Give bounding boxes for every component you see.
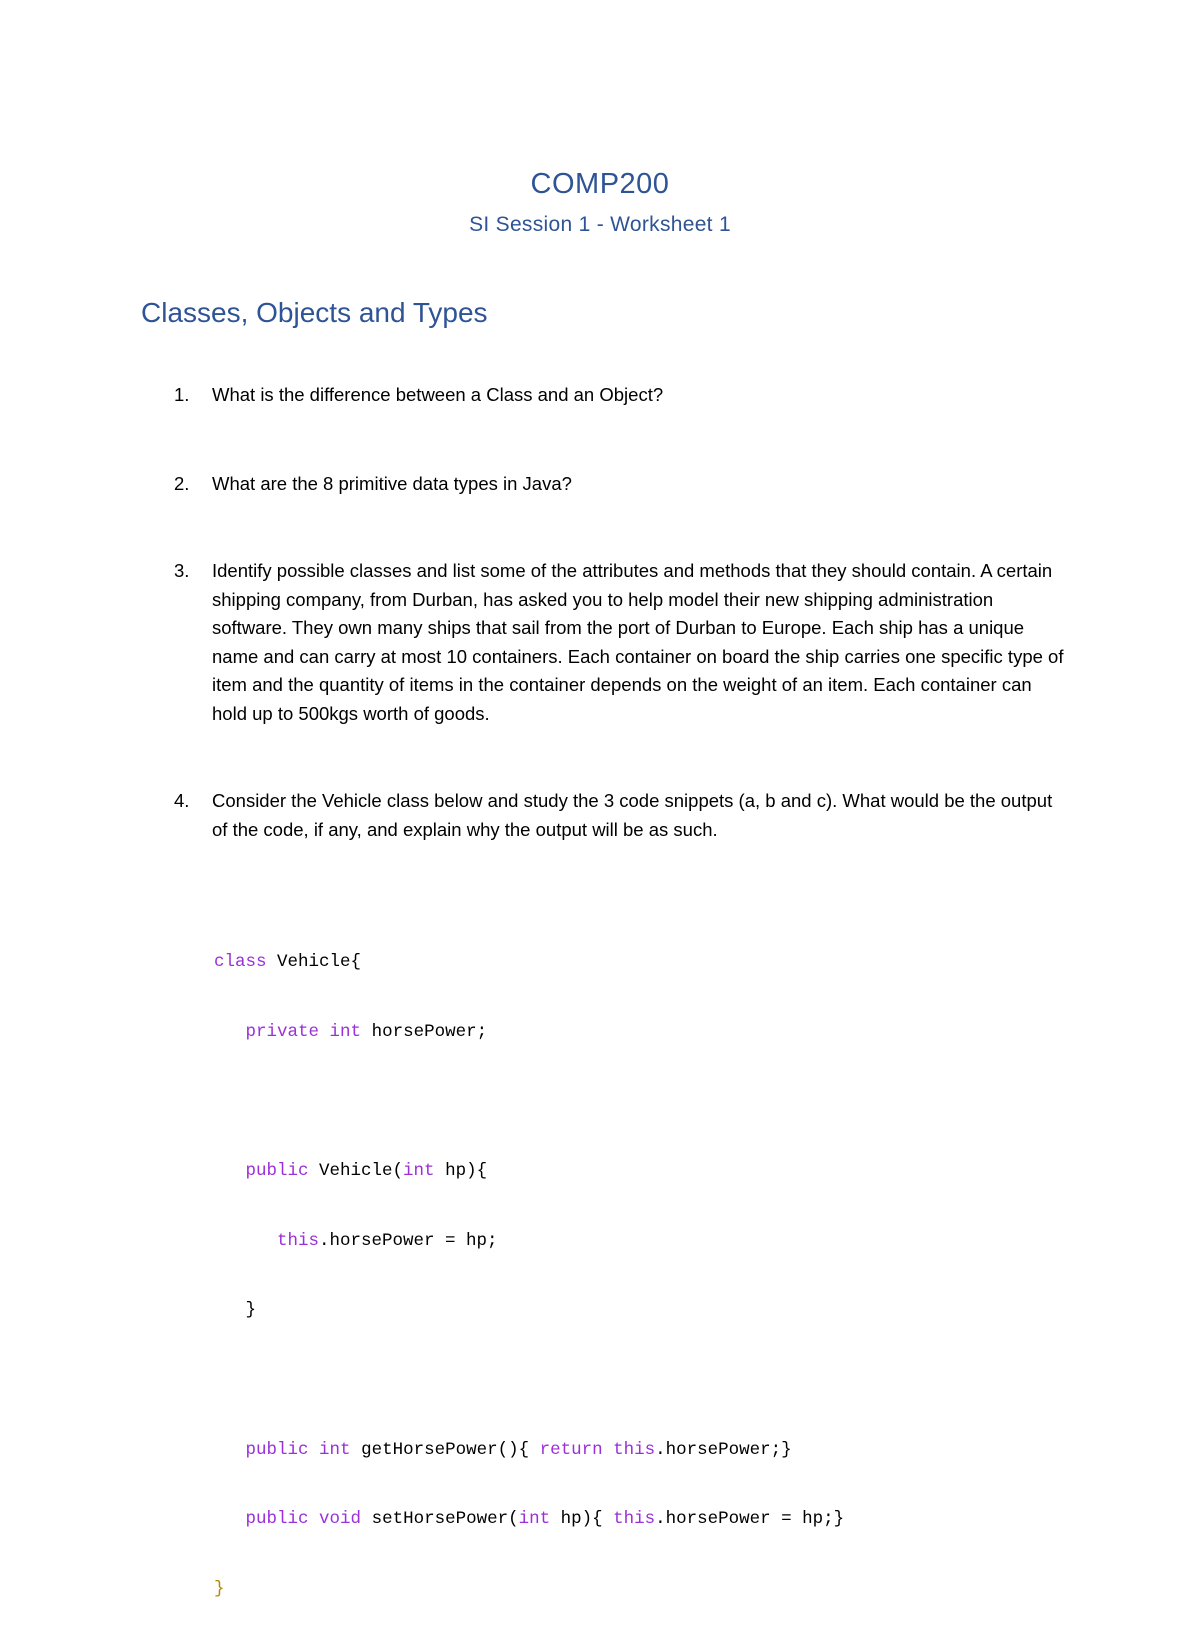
code-closing-brace: } [214,1578,225,1599]
code-text: } [245,1300,257,1321]
question-text: What is the difference between a Class and an Object? [212,384,664,405]
code-text: hp){ [434,1161,488,1182]
question-number: 1. [174,384,190,405]
code-line [214,1578,844,1601]
page-title: COMP200 [530,168,670,200]
code-keyword: void [319,1509,362,1530]
code-keyword: int [329,1022,362,1042]
question-item [174,381,1064,410]
code-keyword: int [518,1509,551,1530]
section-heading: Classes, Objects and Types [141,297,488,328]
code-line [214,1299,844,1322]
question-item [174,470,1064,499]
question-text: Consider the Vehicle class below and study the 3 code snippets (a, b and c). What would be the output of the code, if any, and explain why the output will be as such. [212,790,1053,840]
question-number: 2. [174,473,190,494]
code-keyword: this [277,1230,320,1251]
code-keyword: this [613,1509,656,1530]
code-text: Vehicle{ [266,952,362,973]
code-keyword: public [245,1161,309,1182]
code-keyword: private [245,1022,320,1042]
code-text: getHorsePower(){ [350,1439,540,1460]
code-text: hp){ [550,1509,614,1530]
code-text: .horsePower = hp;} [655,1509,845,1530]
question-item [174,787,1064,844]
code-text: horsePower; [361,1022,488,1042]
code-snippet-vehicle-class [214,905,844,1647]
question-text: What are the 8 primitive data types in Java? [212,473,572,494]
code-keyword: this [613,1439,656,1460]
code-line [214,1230,844,1253]
code-line [214,951,844,974]
code-text: .horsePower;} [655,1439,792,1460]
page-subtitle: SI Session 1 - Worksheet 1 [469,213,731,236]
question-text: Identify possible classes and list some of the attributes and methods that they should contain. A certain shipping company, from Durban, has asked you to help model their new shipping administration software. They own many ships that sail from the port of Durban to Europe. Each ship has a unique name and can carry at most 10 containers. Each container on board the ship carries one specific type of item and the quantity of items in the container depends on the weight of an item. Each container can hold up to 500kgs worth of goods. [212,560,1064,724]
code-line [214,1021,844,1044]
code-text: .horsePower = hp; [319,1230,498,1251]
code-keyword: public [245,1509,309,1530]
code-blank-line [214,1091,844,1114]
code-line [214,1160,844,1183]
code-text: Vehicle( [308,1161,404,1182]
question-number: 3. [174,560,190,581]
code-keyword: public [245,1439,309,1460]
code-keyword: int [403,1161,435,1182]
question-number: 4. [174,790,190,811]
code-keyword: return [539,1439,603,1460]
code-blank-line [214,1369,844,1392]
code-line [214,1508,844,1531]
code-line [214,1439,844,1462]
question-item [174,557,1064,729]
code-keyword: class [214,952,267,973]
code-keyword: int [319,1439,351,1460]
code-text: setHorsePower( [361,1509,519,1530]
